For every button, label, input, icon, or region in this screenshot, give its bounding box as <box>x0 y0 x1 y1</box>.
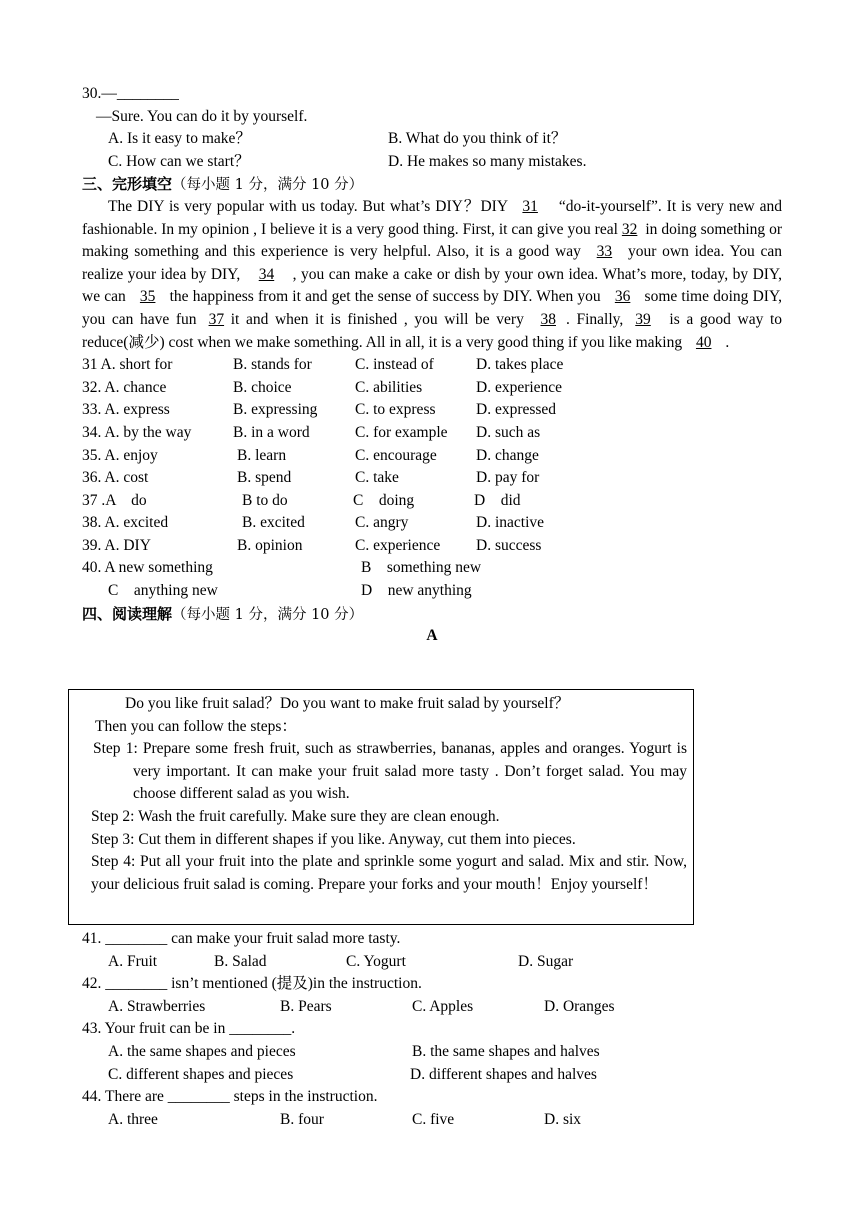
option-d[interactable]: D. Sugar <box>518 952 574 970</box>
option-c[interactable]: C. Yogurt <box>346 952 406 970</box>
question-30-stem: 30.—________ <box>82 85 179 102</box>
option-d[interactable]: D. six <box>544 1110 582 1128</box>
option-b[interactable]: B. expressing <box>233 401 318 419</box>
option-b[interactable]: B. What do you think of it？ <box>388 130 567 148</box>
cloze-text: the happiness from it and get the sense of success by DIY. When you <box>169 288 601 306</box>
option-a[interactable]: 36. A. cost <box>82 469 149 487</box>
option-c[interactable]: C. take <box>355 469 399 487</box>
blank-38[interactable]: 38 <box>540 310 556 328</box>
question-43-stem: 43. Your fruit can be in ________. <box>82 1020 296 1038</box>
question-43-options-row2 <box>82 1064 782 1087</box>
blank-34[interactable]: 34 <box>258 265 275 283</box>
question-30-options-row1 <box>82 128 782 151</box>
option-c[interactable]: C. angry <box>355 514 409 532</box>
option-a[interactable]: 33. A. express <box>82 401 170 419</box>
option-d[interactable]: D. inactive <box>476 514 545 532</box>
option-d[interactable]: D. experience <box>476 378 563 396</box>
option-a[interactable]: A. Fruit <box>108 952 158 970</box>
question-30-reply: —Sure. You can do it by yourself. <box>96 107 308 125</box>
option-d[interactable]: D. He makes so many mistakes. <box>388 152 587 170</box>
option-d[interactable]: D. such as <box>476 423 541 441</box>
option-b[interactable]: B. in a word <box>233 423 310 441</box>
option-d[interactable]: D did <box>474 491 521 509</box>
cloze-passage <box>82 196 782 354</box>
cloze-options-row-31 <box>82 354 782 377</box>
blank-37[interactable]: 37 <box>208 310 225 328</box>
option-d[interactable]: D. pay for <box>476 469 540 487</box>
option-a[interactable]: A. Is it easy to make？ <box>108 130 251 148</box>
option-b[interactable]: B. stands for <box>233 356 312 374</box>
option-d[interactable]: D. different shapes and halves <box>410 1065 597 1083</box>
cloze-options-row-40b <box>82 580 782 603</box>
cloze-options-row-37 <box>82 490 782 513</box>
option-b[interactable]: B. the same shapes and halves <box>412 1042 600 1060</box>
option-a[interactable]: 31 A. short for <box>82 356 173 374</box>
option-a[interactable]: 32. A. chance <box>82 378 167 396</box>
option-a[interactable]: 38. A. excited <box>82 514 169 532</box>
cloze-options-row-34 <box>82 422 782 445</box>
option-c[interactable]: C. for example <box>355 423 448 441</box>
cloze-text: , you can make a cake or dish by your own idea. What’s more, today, by DIY, we can <box>82 265 783 306</box>
option-c[interactable]: C. different shapes and pieces <box>108 1065 294 1083</box>
option-b[interactable]: B. spend <box>237 469 292 487</box>
option-b[interactable]: B. learn <box>237 446 287 464</box>
cloze-options-row-32 <box>82 377 782 400</box>
cloze-options <box>82 354 782 603</box>
option-d[interactable]: D. Oranges <box>544 997 615 1015</box>
option-a[interactable]: 35. A. enjoy <box>82 446 158 464</box>
passage-intro: Do you like fruit salad？Do you want to make fruit salad by yourself？ <box>125 695 570 712</box>
option-c[interactable]: C. How can we start？ <box>108 152 250 170</box>
option-d[interactable]: D. success <box>476 536 542 554</box>
cloze-text: . <box>725 333 730 351</box>
cloze-options-row-40a <box>82 557 782 580</box>
cloze-text: The DIY is very popular with us today. But what’s DIY？DIY <box>108 197 508 215</box>
option-d[interactable]: D. expressed <box>476 401 557 419</box>
question-42-options <box>82 996 782 1019</box>
section-3-note: （每小题 1 分，满分 10 分） <box>172 177 364 194</box>
option-a[interactable]: 40. A new something <box>82 559 213 577</box>
passage-step-3: Step 3: Cut them in different shapes if you like. Anyway, cut them into pieces. <box>91 830 576 848</box>
cloze-text: your own idea. You can realize your idea by DIY, <box>82 243 783 283</box>
option-c[interactable]: C. Apples <box>412 997 474 1015</box>
cloze-options-row-33 <box>82 399 782 422</box>
cloze-options-row-39 <box>82 535 782 558</box>
option-b[interactable]: B to do <box>242 491 288 509</box>
question-41-options <box>82 951 782 974</box>
option-d[interactable]: D. takes place <box>476 356 564 374</box>
cloze-options-row-35 <box>82 445 782 468</box>
section-4-note: （每小题 1 分，满分 10 分） <box>172 606 364 623</box>
option-a[interactable]: 34. A. by the way <box>82 423 192 441</box>
option-c[interactable]: C doing <box>353 491 415 509</box>
section-3-title: 三、完形填空 <box>82 175 173 194</box>
cloze-options-row-36 <box>82 467 782 490</box>
option-d[interactable]: D new anything <box>361 582 472 600</box>
question-42-stem: 42. ________ isn’t mentioned (提及)in the instruction. <box>82 975 422 993</box>
option-d[interactable]: D. change <box>476 446 539 464</box>
cloze-options-row-38 <box>82 512 782 535</box>
question-43-options-row1 <box>82 1041 782 1064</box>
option-b[interactable]: B. Salad <box>214 952 267 970</box>
section-4-heading <box>82 603 782 626</box>
option-c[interactable]: C. abilities <box>355 378 423 396</box>
option-c[interactable]: C. instead of <box>355 356 434 374</box>
reading-questions <box>82 928 782 1131</box>
passage-steps-intro: Then you can follow the steps： <box>95 717 297 735</box>
option-c[interactable]: C. to express <box>355 401 436 419</box>
option-c[interactable]: C. five <box>412 1110 455 1128</box>
question-41-stem: 41. ________ can make your fruit salad more tasty. <box>82 930 401 947</box>
option-b[interactable]: B something new <box>361 559 482 577</box>
blank-33[interactable]: 33 <box>596 243 613 261</box>
cloze-text: . Finally, <box>565 310 624 328</box>
option-b[interactable]: B. Pears <box>280 997 332 1015</box>
blank-31[interactable]: 31 <box>522 197 538 215</box>
cloze-text: it and when it is finished , you will be very <box>230 310 524 328</box>
blank-32[interactable]: 32 <box>621 220 638 238</box>
option-b[interactable]: B. excited <box>242 514 305 532</box>
passage-step-4: Step 4: Put all your fruit into the plate and sprinkle some yogurt and salad. Mix and stir. Now, your delicious fruit salad is coming. Prepare your forks and your mouth！Enjoy yourself！ <box>91 853 687 893</box>
blank-35[interactable]: 35 <box>139 288 156 306</box>
exam-page <box>82 83 782 648</box>
option-c[interactable]: C. experience <box>355 536 441 554</box>
option-b[interactable]: B. choice <box>233 378 292 396</box>
option-b[interactable]: B. four <box>280 1110 324 1128</box>
blank-36[interactable]: 36 <box>614 288 631 306</box>
question-44-options <box>82 1109 782 1132</box>
question-44-stem: 44. There are ________ steps in the instruction. <box>82 1088 378 1106</box>
section-4-title: 四、阅读理解 <box>82 604 173 623</box>
option-a[interactable]: 39. A. DIY <box>82 536 151 554</box>
option-c[interactable]: C. encourage <box>355 446 437 464</box>
cloze-text: is a good way to reduce(减少) cost when we make something. All in all, it is a very good thing if you like making <box>82 310 783 351</box>
passage-step-1: Step 1: Prepare some fresh fruit, such as strawberries, bananas, apples and oranges. Yogurt is very important. It can make your fruit salad more tasty . Don’t forget salad. You may choose different salad as you wish. <box>93 740 687 803</box>
cloze-text: “do-it-yourself”. It is very new and fashionable. In my opinion , I believe it is a very good thing. First, it can give you real <box>82 197 783 238</box>
blank-39[interactable]: 39 <box>635 310 651 328</box>
question-30-options-row2 <box>82 151 782 174</box>
option-a[interactable]: A. Strawberries <box>108 997 206 1015</box>
option-a[interactable]: A. the same shapes and pieces <box>108 1042 296 1060</box>
option-b[interactable]: B. opinion <box>237 536 303 554</box>
section-3-heading <box>82 173 782 196</box>
option-c[interactable]: C anything new <box>108 582 218 600</box>
blank-40[interactable]: 40 <box>695 333 712 351</box>
option-a[interactable]: 37 .A do <box>82 491 147 509</box>
passage-step-2: Step 2: Wash the fruit carefully. Make sure they are clean enough. <box>91 807 500 825</box>
option-a[interactable]: A. three <box>108 1110 158 1128</box>
passage-label: A <box>426 627 438 645</box>
reading-passage-box <box>68 689 694 925</box>
cloze-text: some time doing DIY, you can have fun <box>82 288 783 328</box>
cloze-text: in doing something or making something and this experience is very helpful. Also, it is a good way <box>82 220 783 261</box>
